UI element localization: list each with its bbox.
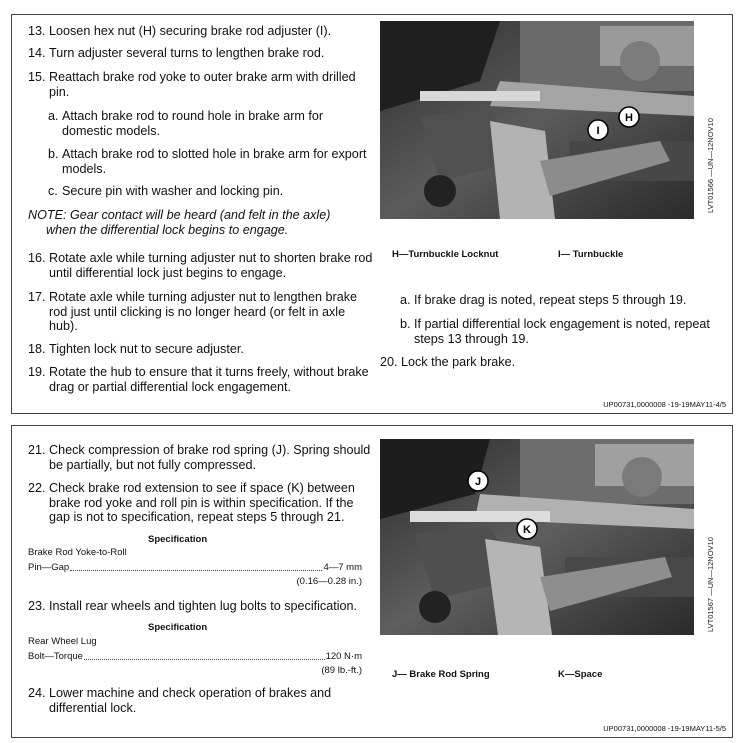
caption-h: H—Turnbuckle Locknut: [392, 249, 499, 260]
step-14: 14. Turn adjuster several turns to lengthen brake rod.: [28, 46, 325, 60]
step-16: 16. Rotate axle while turning adjuster nut to shorten brake rod until differential lock just begins to engage.: [28, 251, 373, 280]
procedure-panel-5of5: [11, 425, 733, 738]
step-24: 24. Lower machine and check operation of brakes and differential lock.: [28, 686, 332, 715]
photo-code: LVT01567 —UN—12NOV10: [706, 537, 715, 632]
spec-line-1: Pin—Gap 4—7 mm: [28, 562, 362, 573]
spec-line-2: Bolt—Torque 120 N·m: [28, 651, 362, 662]
note-line-2: when the differential lock begins to engage.: [46, 222, 289, 237]
spec-title-1: Specification: [148, 534, 208, 545]
substep-15a: a. Attach brake rod to round hole in brake arm for domestic models.: [48, 109, 324, 138]
step-23: 23. Install rear wheels and tighten lug bolts to specification.: [28, 599, 358, 613]
callout-k: K: [523, 524, 531, 536]
dot-leader: [84, 651, 325, 660]
note-line-1: NOTE: Gear contact will be heard (and felt in the axle): [28, 208, 331, 222]
note: [28, 208, 373, 237]
substep-20a: a. If brake drag is noted, repeat steps 5 through 19.: [400, 293, 687, 307]
spec-alt-2: (89 lb.-ft.): [321, 665, 362, 676]
caption-j: J— Brake Rod Spring: [392, 669, 490, 680]
brake-rod-adjuster-image: [380, 21, 694, 219]
step-17: 17. Rotate axle while turning adjuster nut to lengthen brake rod just until clicking is no longer heard (or felt in axle hub).: [28, 290, 358, 333]
callout-h: H: [625, 112, 633, 124]
substep-15b: b. Attach brake rod to slotted hole in brake arm for export models.: [48, 147, 367, 176]
brake-rod-spring-photo: [380, 439, 694, 635]
spec-title-2: Specification: [148, 622, 208, 633]
step-18: 18. Tighten lock nut to secure adjuster.: [28, 342, 244, 356]
photo-code: LVT01566 —UN—12NOV10: [706, 118, 715, 213]
step-22: 22. Check brake rod extension to see if space (K) between brake rod yoke and roll pin is within specification. If the gap is not to specification, repeat steps 5 through 21.: [28, 481, 355, 524]
step-19: 19. Rotate the hub to ensure that it turns freely, without brake drag or partial differential lock engagement.: [28, 365, 369, 394]
reference-id: UP00731,0000008 -19-19MAY11-5/5: [603, 724, 726, 733]
step-20: 20. Lock the park brake.: [380, 355, 516, 369]
spec-label-2: Rear Wheel Lug: [28, 636, 97, 647]
reference-id: UP00731,0000008 -19-19MAY11-4/5: [603, 400, 726, 409]
step-15: 15. Reattach brake rod yoke to outer brake arm with drilled pin.: [28, 70, 356, 99]
spec-label-1: Brake Rod Yoke-to-Roll: [28, 547, 127, 558]
brake-rod-adjuster-photo: [380, 21, 694, 219]
caption-k: K—Space: [558, 669, 603, 680]
step-13: 13. Loosen hex nut (H) securing brake rod adjuster (I).: [28, 24, 332, 38]
spec-alt-1: (0.16—0.28 in.): [296, 576, 362, 587]
step-21: 21. Check compression of brake rod spring (J). Spring should be partially, but not fully compressed.: [28, 443, 371, 472]
dot-leader: [70, 562, 322, 571]
callout-j: J: [474, 476, 482, 488]
procedure-panel-4of5: [11, 14, 733, 414]
substep-15c: c. Secure pin with washer and locking pin.: [48, 184, 284, 198]
caption-i: I— Turnbuckle: [558, 249, 624, 260]
callout-i: I: [596, 125, 600, 137]
brake-rod-spring-image: [380, 439, 694, 635]
substep-20b: b. If partial differential lock engagement is noted, repeat steps 13 through 19.: [400, 317, 710, 346]
